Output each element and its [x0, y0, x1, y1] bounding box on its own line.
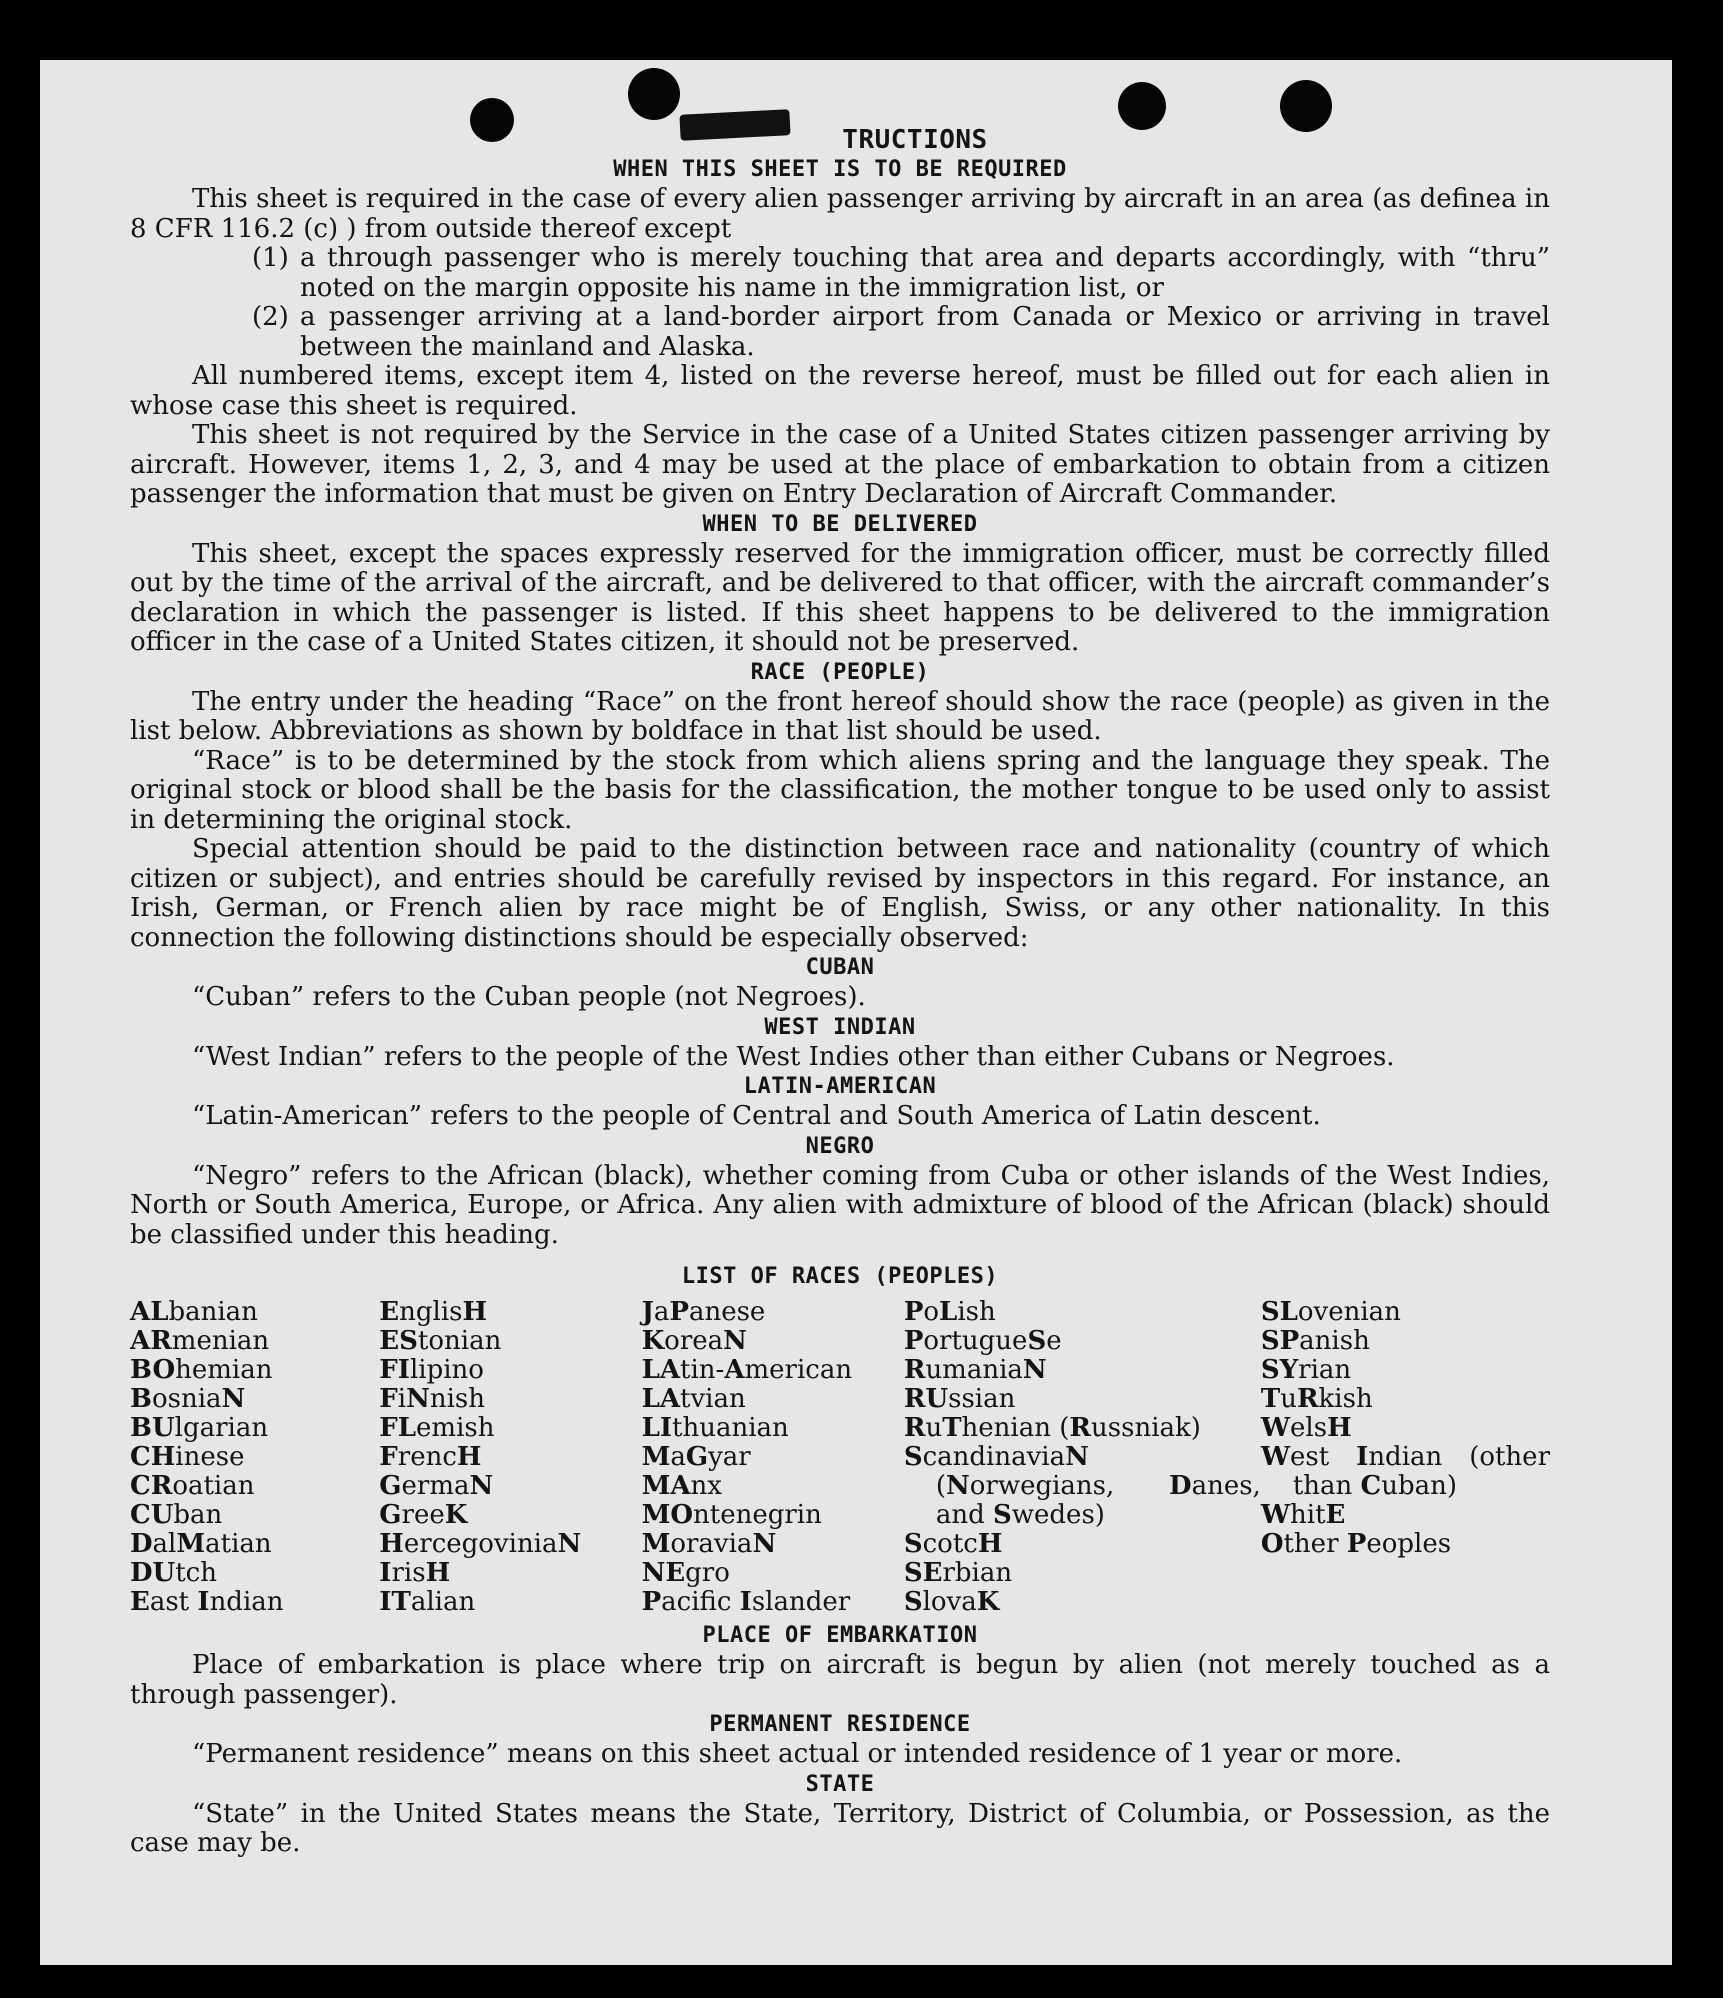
race-entry: DUtch [130, 1558, 217, 1588]
race-entry: ALbanian [130, 1297, 258, 1327]
races-column-1 [130, 1298, 379, 1617]
race-entry: MAnx [641, 1471, 722, 1501]
race-entry: MoraviaN [641, 1529, 777, 1559]
race-entry: HercegoviniaN [379, 1529, 582, 1559]
race-entry: LAtvian [641, 1384, 746, 1414]
race-entry: Other Peoples [1260, 1529, 1452, 1559]
para-required: This sheet is required in the case of every alien passenger arriving by aircraft in an area (as definea in 8 CFR 116.2 (c) ) from outside thereof except [130, 184, 1550, 244]
heading-permanent-residence: PERMANENT RESIDENCE [709, 1712, 971, 1737]
race-entry: SLovenian [1260, 1297, 1401, 1327]
race-entry: FrencH [379, 1442, 482, 1472]
heading-place-of-embarkation: PLACE OF EMBARKATION [702, 1623, 978, 1648]
race-entry: LIthuanian [641, 1413, 789, 1443]
race-entry: SYrian [1260, 1355, 1352, 1385]
heading-west-indian: WEST INDIAN [764, 1014, 916, 1040]
item-number: (2) [252, 302, 289, 332]
heading-list-of-races: LIST OF RACES (PEOPLES) [681, 1264, 999, 1289]
para-race-nationality: Special attention should be paid to the distinction between race and nationality (country of which citizen or subject), and entries should be carefully revised by inspectors in this regard. For instance, an Irish, German, or French alien by race might be of English, Swiss, or any other nationality. In this connection the following distinctions should be especially observed: [130, 834, 1550, 953]
race-entry: RUssian [903, 1384, 1016, 1414]
race-entry: East Indian [130, 1587, 284, 1617]
race-entry: CUban [130, 1500, 223, 1530]
race-entry: EnglisH [379, 1297, 488, 1327]
race-entry: IrisH [379, 1558, 451, 1588]
race-entry: TuRkish [1260, 1384, 1373, 1414]
race-entry: MOntenegrin [641, 1500, 822, 1530]
heading-negro: NEGRO [805, 1133, 875, 1159]
para-negro: “Negro” refers to the African (black), whether coming from Cuba or other islands of the West Indies, North or South America, Europe, or Africa. Any alien with admixture of blood of the African (black) should be classified under this heading. [130, 1160, 1550, 1250]
race-entry: ScandinaviaN (Norwegians, Danes, and Swedes) [903, 1442, 1261, 1530]
races-column-5 [1261, 1298, 1550, 1617]
races-column-3 [642, 1298, 904, 1617]
race-entry: KoreaN [641, 1326, 747, 1356]
race-entry: LAtin-American [641, 1355, 853, 1385]
para-permanent-residence: “Permanent residence” means on this sheet actual or intended residence of 1 year or more. [192, 1739, 1403, 1769]
para-place-of-embarkation: Place of embarkation is place where trip on aircraft is begun by alien (not merely touched as a through passenger). [130, 1650, 1550, 1710]
heading-delivered: WHEN TO BE DELIVERED [702, 511, 978, 537]
race-entry: FiNnish [379, 1384, 486, 1414]
document-page [40, 60, 1672, 1965]
race-entry: FLemish [379, 1413, 495, 1443]
para-race-stock: “Race” is to be determined by the stock from which aliens spring and the language they speak. The original stock or blood shall be the basis for the classification, the mother tongue to be used only to assist in determining the original stock. [130, 745, 1550, 835]
race-entry: SErbian [903, 1558, 1013, 1588]
race-entry: PoLish [903, 1297, 996, 1327]
race-entry: CRoatian [130, 1471, 255, 1501]
race-entry: SlovaK [903, 1587, 1000, 1617]
heading-state: STATE [805, 1771, 875, 1797]
race-entry: Pacific Islander [641, 1587, 851, 1617]
para-numbered-items: All numbered items, except item 4, listed on the reverse hereof, must be filled out for each alien in whose case this sheet is required. [130, 361, 1550, 421]
para-cuban: “Cuban” refers to the Cuban people (not Negroes). [192, 982, 866, 1012]
race-entry: RuThenian (Russniak) [903, 1413, 1201, 1443]
races-column-2 [379, 1298, 641, 1617]
heading-latin-american: LATIN-AMERICAN [743, 1074, 937, 1099]
item-number: (1) [252, 243, 289, 273]
instructions-body [130, 125, 1550, 1859]
title-heading: TRUCTIONS [842, 125, 988, 155]
race-entry: CHinese [130, 1442, 245, 1472]
race-entry: BosniaN [130, 1384, 246, 1414]
race-entry: SPanish [1260, 1326, 1370, 1356]
para-latin-american: “Latin-American” refers to the people of Central and South America of Latin descent. [192, 1101, 1321, 1131]
race-entry: West Indian (other than Cuban) [1260, 1442, 1550, 1501]
race-entry: ScotcH [903, 1529, 1003, 1559]
race-entry: MaGyar [641, 1442, 751, 1472]
races-column-4 [904, 1298, 1261, 1617]
race-entry: PortugueSe [903, 1326, 1062, 1356]
race-entry: WelsH [1260, 1413, 1352, 1443]
heading-required: WHEN THIS SHEET IS TO BE REQUIRED [613, 157, 1067, 182]
race-entry: NEgro [641, 1558, 730, 1588]
para-race-entry: The entry under the heading “Race” on the front hereof should show the race (people) as given in the list below. Abbreviations as shown by boldface in that list should be used. [130, 686, 1550, 746]
para-delivered: This sheet, except the spaces expressly reserved for the immigration officer, must be correctly filled out by the time of the arrival of the aircraft, and be delivered to that officer, with the aircraft commander’s declaration in which the passenger is listed. If this sheet happens to be delivered to the immigration officer in the case of a United States citizen, it should not be preserved. [130, 538, 1550, 657]
heading-race: RACE (PEOPLE) [750, 659, 930, 685]
para-west-indian: “West Indian” refers to the people of the West Indies other than either Cubans or Negroes. [192, 1041, 1395, 1072]
para-citizen: This sheet is not required by the Service in the case of a United States citizen passenger arriving by aircraft. However, items 1, 2, 3, and 4 may be used at the place of embarkation to obtain from a citizen passenger the information that must be given on Entry Declaration of Aircraft Commander. [130, 420, 1550, 509]
race-entry: RumaniaN [903, 1355, 1047, 1385]
race-entry: DalMatian [130, 1529, 272, 1559]
heading-cuban: CUBAN [805, 955, 875, 980]
races-list [130, 1298, 1550, 1617]
item-text: a passenger arriving at a land-border airport from Canada or Mexico or arriving in travel between the mainland and Alaska. [300, 302, 1550, 362]
race-entry: EStonian [379, 1326, 502, 1356]
punch-hole [628, 68, 680, 120]
para-state: “State” in the United States means the State, Territory, District of Columbia, or Possession, as the case may be. [130, 1798, 1550, 1858]
race-entry: WhitE [1260, 1500, 1346, 1530]
race-entry: JaPanese [641, 1297, 766, 1327]
exception-item-2 [130, 303, 1550, 362]
race-entry: GermaN [379, 1471, 494, 1501]
race-entry: BOhemian [130, 1355, 273, 1385]
race-entry: GreeK [379, 1500, 468, 1530]
race-entry: FIlipino [379, 1355, 484, 1385]
race-entry: ITalian [379, 1587, 476, 1617]
exception-item-1 [130, 244, 1550, 303]
race-entry: BUlgarian [130, 1413, 269, 1443]
race-entry: ARmenian [130, 1326, 270, 1356]
punch-hole [1118, 82, 1166, 130]
item-text: a through passenger who is merely touching that area and departs accordingly, with “thru” noted on the margin opposite his name in the immigration list, or [300, 243, 1550, 303]
